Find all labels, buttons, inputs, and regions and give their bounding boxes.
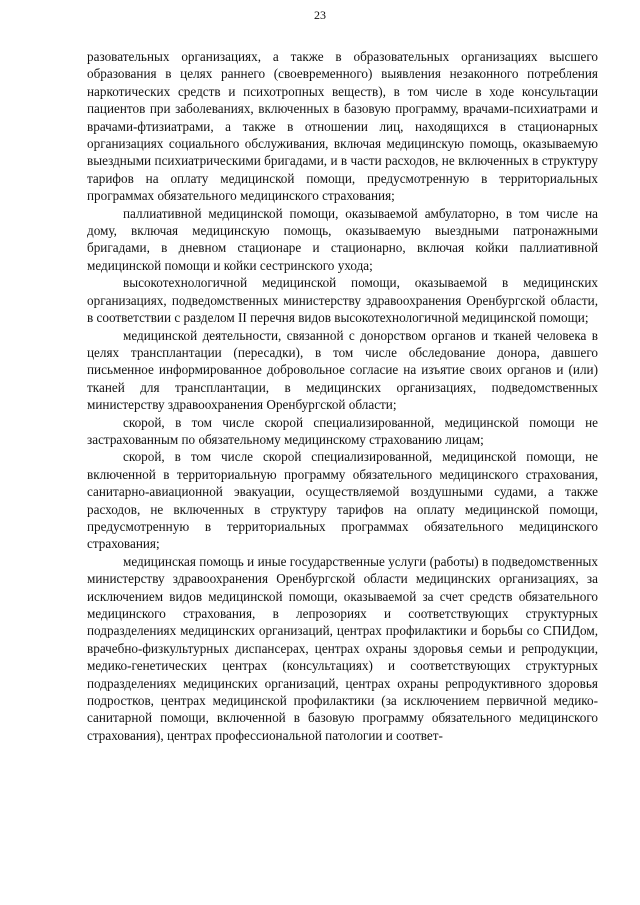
paragraph-emergency-uninsured: скорой, в том числе скорой специализированной, медицинской помощи не застрахованным по обязательному медицинскому страхованию лицам; <box>87 414 598 447</box>
paragraph-emergency-air-evacuation: скорой, в том числе скорой специализированной, медицинской помощи, не включенной в территориальную программу обязательного медицинского страхования, санитарно-авиационной эвакуации, осуществляемой воздушными судами, а также расходов, не включенных в структуру тарифов на оплату медицинской помощи, предусмотренную в территориальных программах обязательного медицинского страхования; <box>87 449 598 552</box>
paragraph-state-services: медицинская помощь и иные государственные услуги (работы) в подведомственных министерству здравоохранения Оренбургской области медицинских организациях, за исключением видов медицинской помощи, оказываемой за счет средств обязательного медицинского страхования, в лепрозориях и соответствующих структурных подразделениях медицинских организаций, центрах профилактики и борьбы со СПИДом, врачебно-физкультурных диспансерах, центрах охраны здоровья семьи и репродукции, медико-генетических центрах (консультациях) и соответствующих структурных подразделениях медицинских организаций, центрах охраны репродуктивного здоровья подростков, центрах медицинской профилактики (за исключением первичной медико-санитарной помощи, включенной в базовую программу обязательного медицинского страхования), центрах профессиональной патологии и соответ- <box>87 553 598 743</box>
paragraph-high-tech-care: высокотехнологичной медицинской помощи, оказываемой в медицинских организациях, подведомственных министерству здравоохранения Оренбургской области, в соответствии с разделом II перечня видов высокотехнологичной медицинской помощи; <box>87 275 598 326</box>
paragraph-organ-donation: медицинской деятельности, связанной с донорством органов и тканей человека в целях трансплантации (пересадки), в том числе обследование донора, давшего письменное информированное добровольное согласие на изъятие своих органов и (или) тканей для трансплантации, в медицинских организациях, подведомственных министерству здравоохранения Оренбургской области; <box>87 327 598 413</box>
page-number: 23 <box>314 8 326 22</box>
document-body <box>87 48 598 744</box>
paragraph-continuation: разовательных организациях, а также в образовательных организациях высшего образования в целях раннего (своевременного) выявления незаконного потребления наркотических средств и психотропных веществ), в том числе в ходе консультации пациентов при заболеваниях, включенных в базовую программу, врачами-психиатрами и врачами-фтизиатрами, а также в отношении лиц, находящихся в стационарных организациях социального обслуживания, включая медицинскую помощь, оказываемую выездными психиатрическими бригадами, и в части расходов, не включенных в структуру тарифов на оплату медицинской помощи, предусмотренную в территориальных программах обязательного медицинского страхования; <box>87 49 598 204</box>
paragraph-palliative-care: паллиативной медицинской помощи, оказываемой амбулаторно, в том числе на дому, включая медицинскую помощь, оказываемую выездными патронажными бригадами, в дневном стационаре и стационарно, включая койки паллиативной медицинской помощи и койки сестринского ухода; <box>87 205 598 273</box>
